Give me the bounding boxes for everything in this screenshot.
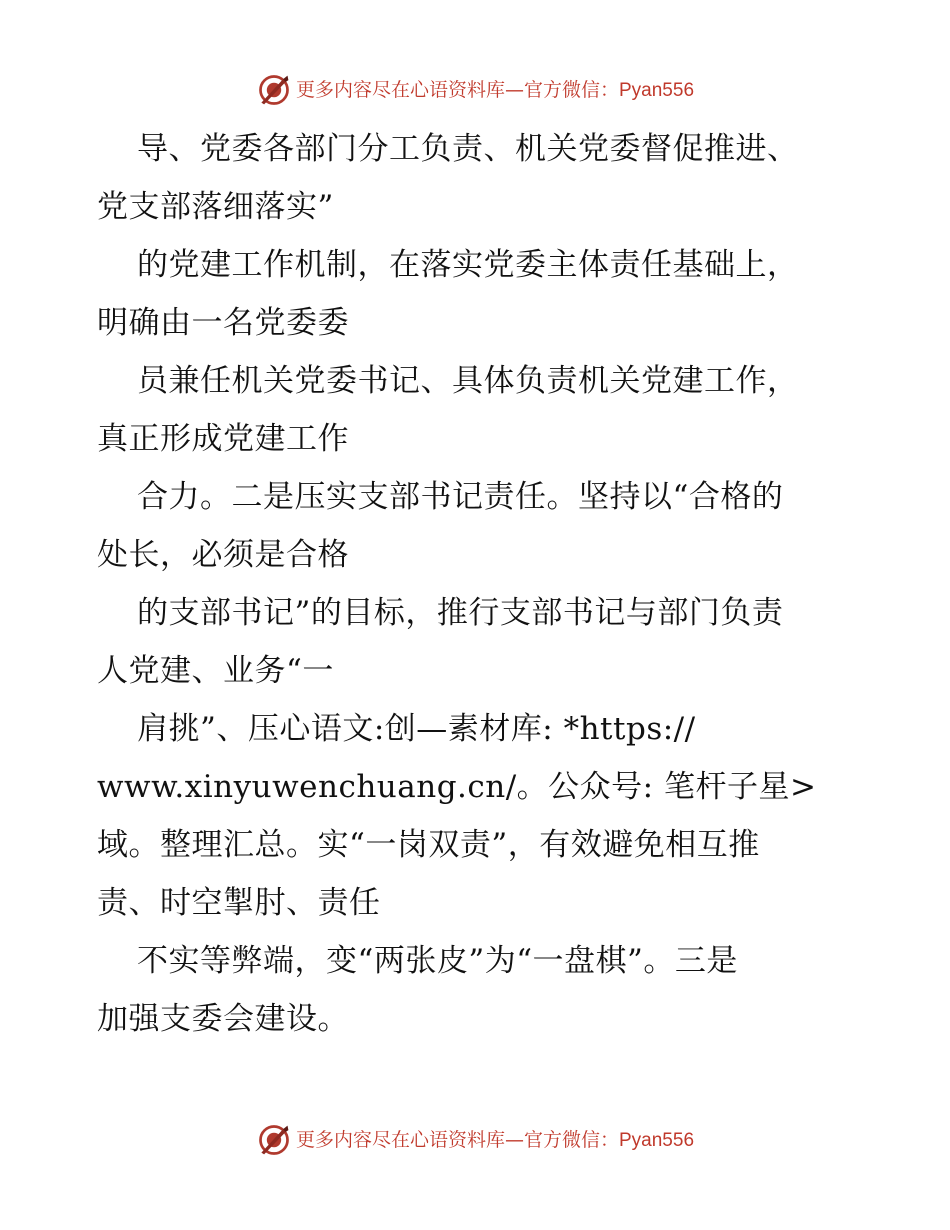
watermark-library-name: 更多内容尽在心语资料库 [295,78,505,101]
watermark-separator: — [504,78,524,101]
text-line: 人党建、业务“一 [97,653,334,689]
pen-logo-icon [256,1122,292,1158]
pen-logo-icon [256,72,292,108]
watermark-separator: — [504,1128,524,1151]
watermark-banner-bottom [0,1120,950,1160]
text-line: 的支部书记”的目标，推行支部书记与部门负责 [137,595,784,631]
text-line: 明确由一名党委委 [97,305,349,341]
text-line: 不实等弊端，变“两张皮”为“一盘棋”。三是 [137,943,738,979]
text-line: 肩挑”、压心语文:创—素材库: *https:// [137,711,696,747]
text-line: 真正形成党建工作 [97,421,349,457]
text-line: 的党建工作机制，在落实党委主体责任基础上， [137,247,799,283]
text-line: 处长，必须是合格 [97,537,349,573]
watermark-wechat-label: 官方微信： [523,78,619,101]
document-body [97,120,857,1048]
text-line: 加强支委会建设。 [97,1001,349,1037]
watermark-text [295,1128,695,1151]
watermark-wechat-handle: Pyan556 [619,79,695,101]
text-line: 合力。二是压实支部书记责任。坚持以“合格的 [137,479,784,515]
watermark-text [295,78,695,101]
watermark-banner-top [0,70,950,110]
watermark-wechat-label: 官方微信： [523,1128,619,1151]
text-line: 责、时空掣肘、责任 [97,885,381,921]
text-line: 导、党委各部门分工负责、机关党委督促推进、 [137,131,799,167]
watermark-library-name: 更多内容尽在心语资料库 [295,1128,505,1151]
text-line: 党支部落细落实” [97,189,334,225]
watermark-wechat-handle: Pyan556 [619,1129,695,1151]
text-line: 域。整理汇总。实“一岗双责”，有效避免相互推 [97,827,760,863]
text-line: 员兼任机关党委书记、具体负责机关党建工作， [137,363,799,399]
text-line: www.xinyuwenchuang.cn/。公众号: 笔杆子星> [97,769,817,805]
